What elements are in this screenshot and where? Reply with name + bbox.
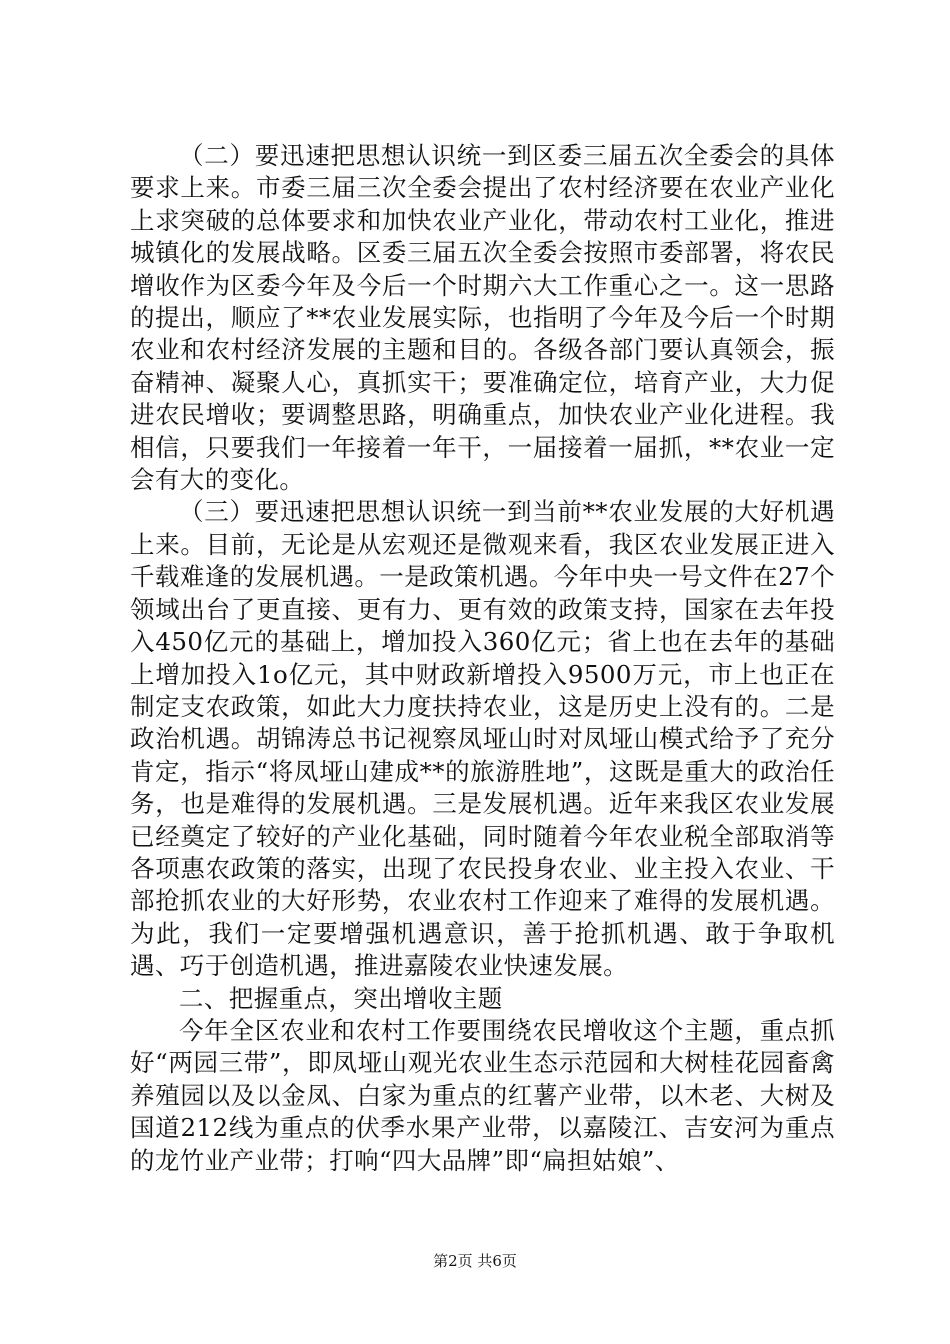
paragraph-section-three: （三）要迅速把思想认识统一到当前**农业发展的大好机遇上来。目前，无论是从宏观还是微观来看，我区农业发展正进入千载难逢的发展机遇。一是政策机遇。今年中央一号文件在27个领域出台了更直接、更有力、更有效的政策支持，国家在去年投入450亿元的基础上，增加投入360亿元；省上也在去年的基础上增加投入1o亿元，其中财政新增投入9500万元，市上也正在制定支农政策，如此大力度扶持农业，这是历史上没有的。二是政治机遇。胡锦涛总书记视察凤垭山时对凤垭山模式给予了充分肯定，指示“将凤垭山建成**的旅游胜地”，这既是重大的政治任务，也是难得的发展机遇。三是发展机遇。近年来我区农业发展已经奠定了较好的产业化基础，同时随着今年农业税全部取消等各项惠农政策的落实，出现了农民投身农业、业主投入农业、干部抢抓农业的大好形势，农业农村工作迎来了难得的发展机遇。为此，我们一定要增强机遇意识，善于抢抓机遇、敢于争取机遇、巧于创造机遇，推进嘉陵农业快速发展。 — [130, 497, 835, 981]
section-heading: 二、把握重点，突出增收主题 — [179, 983, 503, 1013]
page-footer: 第2页 共6页 — [433, 1252, 517, 1270]
document-body — [130, 140, 835, 1177]
paragraph-section-two: （二）要迅速把思想认识统一到区委三届五次全委会的具体要求上来。市委三届三次全委会提出了农村经济要在农业产业化上求突破的总体要求和加快农业产业化，带动农村工业化，推进城镇化的发展战略。区委三届五次全委会按照市委部署，将农民增收作为区委今年及今后一个时期六大工作重心之一。这一思路的提出，顺应了**农业发展实际，也指明了今年及今后一个时期农业和农村经济发展的主题和目的。各级各部门要认真领会，振奋精神、凝聚人心，真抓实干；要准确定位，培育产业，大力促进农民增收；要调整思路，明确重点，加快农业产业化进程。我相信，只要我们一年接着一年干，一届接着一届抓，**农业一定会有大的变化。 — [130, 141, 835, 495]
paragraph-key-points: 今年全区农业和农村工作要围绕农民增收这个主题，重点抓好“两园三带”，即凤垭山观光农业生态示范园和大树桂花园畜禽养殖园以及以金凤、白家为重点的红薯产业带，以木老、大树及国道212线为重点的伏季水果产业带，以嘉陵江、吉安河为重点的龙竹业产业带；打响“四大品牌”即“扁担姑娘”、 — [130, 1015, 835, 1175]
